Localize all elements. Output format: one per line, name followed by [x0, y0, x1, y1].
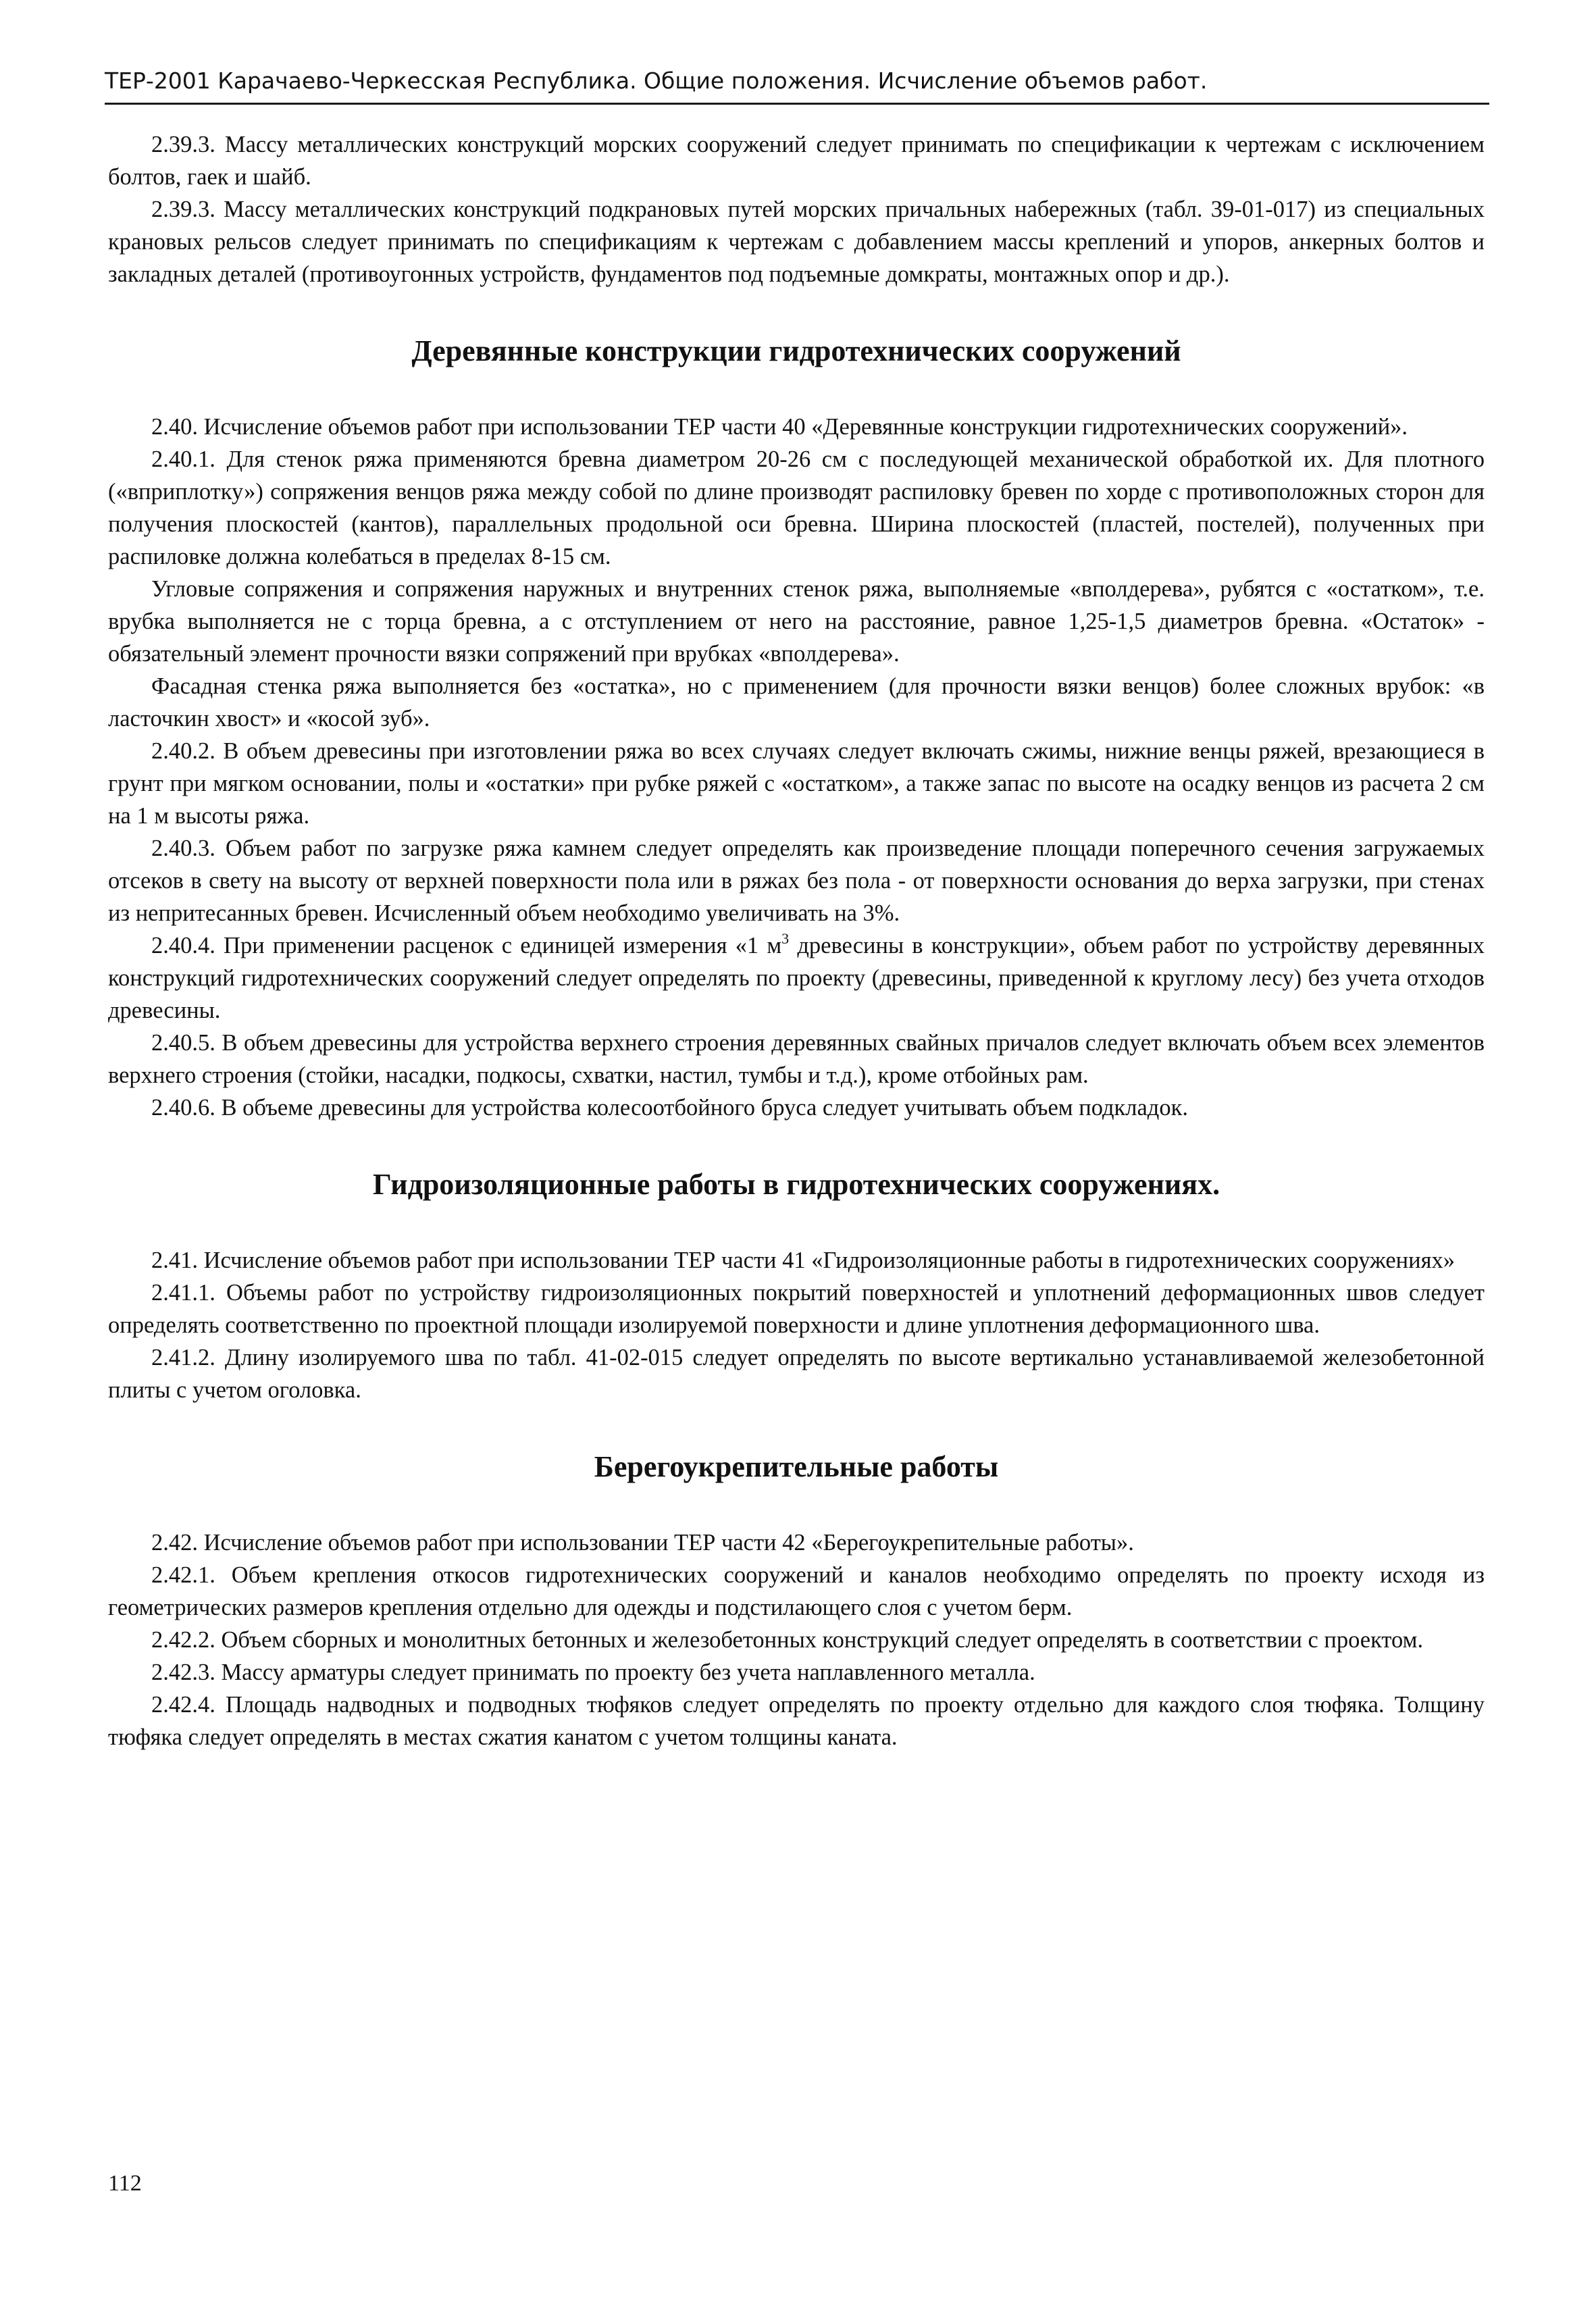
section-heading-shore: Берегоукрепительные работы	[594, 1450, 999, 1483]
paragraph-2-42-2: 2.42.2. Объем сборных и монолитных бетонных и железобетонных конструкций следует определять в соответствии с проектом.	[151, 1627, 1424, 1653]
paragraph-2-41-1: 2.41.1. Объемы работ по устройству гидроизоляционных покрытий поверхностей и уплотнений деформационных швов следует определять соответственно по проектной площади изолируемой поверхности и длине уплотнения деформационного шва.	[108, 1280, 1485, 1338]
paragraph-2-41: 2.41. Исчисление объемов работ при использовании ТЕР части 41 «Гидроизоляционные работы в гидротехнических сооружениях»	[151, 1248, 1455, 1273]
paragraph-2-42-4: 2.42.4. Площадь надводных и подводных тюфяков следует определять по проекту отдельно для каждого слоя тюфяка. Толщину тюфяка следует определять в местах сжатия канатом с учетом толщины каната.	[108, 1692, 1485, 1750]
paragraph-2-40-4	[108, 929, 1485, 1027]
paragraph-2-42-1: 2.42.1. Объем крепления откосов гидротехнических сооружений и каналов необходимо определять по проекту исходя из геометрических размеров крепления отдельно для одежды и подстилающего слоя с учетом берм.	[108, 1562, 1485, 1620]
paragraph-2-40-3: 2.40.3. Объем работ по загрузке ряжа камнем следует определять как произведение площади поперечного сечения загружаемых отсеков в свету на высоту от верхней поверхности пола или в ряжах без пола - от поверхности основания до верха загрузки, при стенах из непритесанных бревен. Исчисленный объем необходимо увеличивать на 3%.	[108, 835, 1485, 926]
paragraph-2-40-1: 2.40.1. Для стенок ряжа применяются бревна диаметром 20-26 см с последующей механической обработкой их. Для плотного («вприплотку») сопряжения венцов ряжа между собой по длине производят распиловку бревен по хорде с противоположных сторон для получения плоскостей (кантов), параллельных продольной оси бревна. Ширина плоскостей (пластей, постелей), полученных при распиловке должна колебаться в пределах 8-15 см.	[108, 446, 1485, 569]
section-heading-wood: Деревянные конструкции гидротехнических сооружений	[411, 334, 1181, 367]
document-body	[108, 128, 1485, 1753]
paragraph-2-42-3: 2.42.3. Массу арматуры следует принимать по проекту без учета наплавленного металла.	[151, 1660, 1035, 1685]
page-number: 112	[108, 2171, 142, 2196]
paragraph-2-40-4-end: древесины в конструкции», объем работ по устройству деревянных конструкций гидротехнических сооружений следует определять по проекту (древесины, приведенной к круглому лесу) без учета отходов древесины.	[108, 933, 1485, 1023]
paragraph-2-40-5: 2.40.5. В объем древесины для устройства верхнего строения деревянных свайных причалов следует включать объем всех элементов верхнего строения (стойки, насадки, подкосы, схватки, настил, тумбы и т.д.), кроме отбойных рам.	[108, 1030, 1485, 1088]
paragraph-2-41-2: 2.41.2. Длину изолируемого шва по табл. 41-02-015 следует определять по высоте вертикально устанавливаемой железобетонной плиты с учетом оголовка.	[108, 1345, 1485, 1403]
running-header: ТЕР-2001 Карачаево-Черкесская Республика. Общие положения. Исчисление объемов работ.	[105, 68, 1208, 94]
section-heading-waterproofing: Гидроизоляционные работы в гидротехнических сооружениях.	[372, 1168, 1220, 1201]
paragraph-2-39-3-b: 2.39.3. Массу металлических конструкций подкрановых путей морских причальных набережных (табл. 39-01-017) из специальных крановых рельсов следует принимать по спецификациям к чертежам с добавлением массы креплений и упоров, анкерных болтов и закладных деталей (противоугонных устройств, фундаментов под подъемные домкраты, монтажных опор и др.).	[108, 197, 1485, 287]
paragraph-2-40: 2.40. Исчисление объемов работ при использовании ТЕР части 40 «Деревянные конструкции гидротехнических сооружений».	[151, 414, 1408, 440]
paragraph-corner-joints: Угловые сопряжения и сопряжения наружных и внутренних стенок ряжа, выполняемые «вполдерева», рубятся с «остатком», т.е. врубка выполняется не с торца бревна, а с отступлением от него на расстояние, равное 1,25-1,5 диаметров бревна. «Остаток» - обязательный элемент прочности вязки сопряжений при врубках «вполдерева».	[108, 576, 1485, 667]
paragraph-2-40-6: 2.40.6. В объеме древесины для устройства колесоотбойного бруса следует учитывать объем подкладок.	[151, 1095, 1188, 1121]
paragraph-facade-wall: Фасадная стенка ряжа выполняется без «остатка», но с применением (для прочности вязки венцов) более сложных врубок: «в ласточкин хвост» и «косой зуб».	[108, 673, 1485, 731]
paragraph-2-40-2: 2.40.2. В объем древесины при изготовлении ряжа во всех случаях следует включать сжимы, нижние венцы ряжей, врезающиеся в грунт при мягком основании, полы и «остатки» при рубке ряжей с «остатком», а также запас по высоте на осадку венцов из расчета 2 см на 1 м высоты ряжа.	[108, 738, 1485, 829]
paragraph-2-39-3-a: 2.39.3. Массу металлических конструкций морских сооружений следует принимать по спецификации к чертежам с исключением болтов, гаек и шайб.	[108, 132, 1485, 190]
header-rule	[105, 103, 1489, 105]
paragraph-2-42: 2.42. Исчисление объемов работ при использовании ТЕР части 42 «Берегоукрепительные работы».	[151, 1530, 1134, 1555]
paragraph-2-40-4-start: 2.40.4. При применении расценок с единицей измерения «1 м	[151, 933, 782, 958]
cubic-superscript: 3	[781, 929, 790, 947]
